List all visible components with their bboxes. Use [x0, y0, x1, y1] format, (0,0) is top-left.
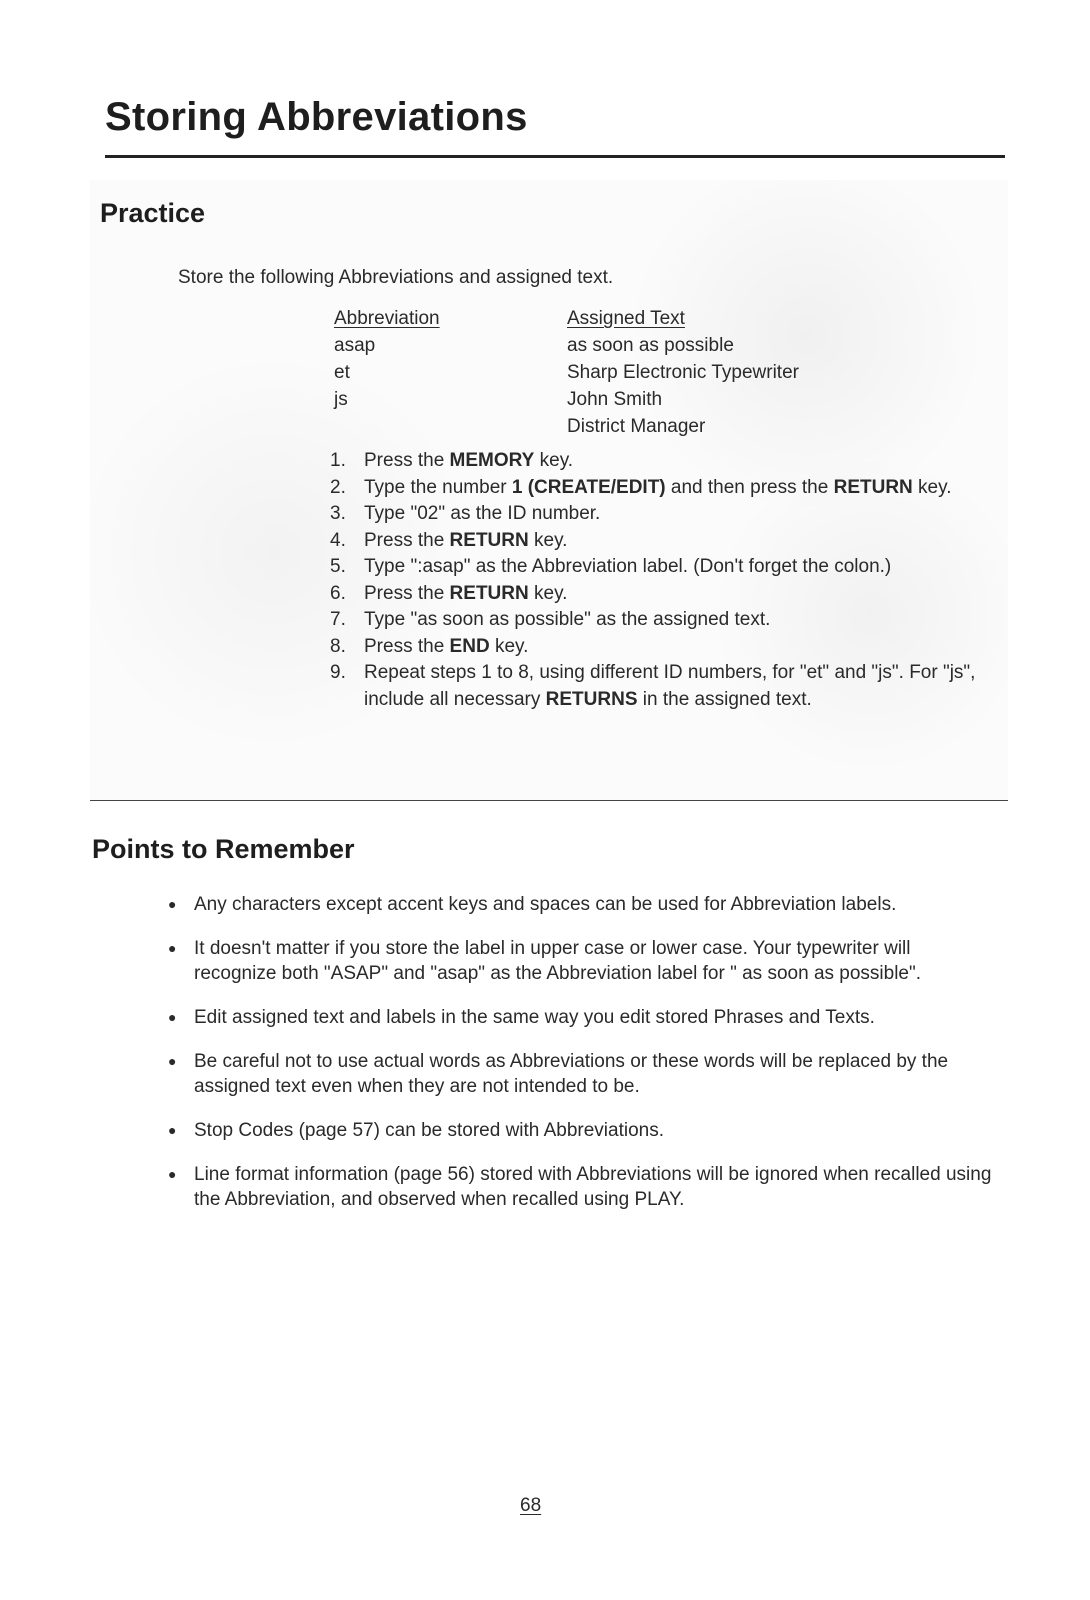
page-number: 68 [520, 1495, 542, 1516]
step-item [330, 528, 1000, 555]
step-item [330, 475, 1000, 502]
abbreviation-cell: js [334, 389, 348, 410]
step-text: in the assigned text. [637, 688, 812, 710]
practice-bottom-rule [90, 800, 1008, 801]
title-underline-rule [105, 155, 1005, 158]
point-item [168, 1049, 998, 1099]
abbreviation-cell: asap [334, 335, 376, 356]
key-name: RETURN [449, 582, 529, 604]
step-number: 1. [330, 450, 346, 471]
practice-steps-list [330, 448, 1000, 713]
bullet-icon: ● [168, 1009, 177, 1025]
abbreviation-cell: et [334, 362, 350, 383]
step-text: Repeat steps 1 to 8, using different ID numbers, for "et" and "js". For "js", include all necessary [364, 662, 976, 710]
step-item [330, 501, 1000, 528]
points-heading: Points to Remember [92, 834, 355, 864]
step-item [330, 581, 1000, 608]
point-item [168, 1005, 998, 1030]
step-number: 5. [330, 556, 346, 577]
step-item [330, 634, 1000, 661]
point-text: Line format information (page 56) stored with Abbreviations will be ignored when recalled using the Abbreviation, and observed when recalled using PLAY. [194, 1164, 992, 1210]
step-text: Press the [364, 582, 450, 604]
assigned-text-cell: as soon as possible [567, 335, 734, 356]
step-number: 2. [330, 476, 346, 498]
step-number: 8. [330, 635, 346, 657]
step-number: 6. [330, 582, 346, 604]
point-item [168, 1118, 998, 1143]
step-text: Press the [364, 450, 450, 471]
step-text: key. [528, 582, 568, 604]
key-name: RETURN [833, 476, 913, 498]
step-number: 3. [330, 503, 346, 524]
page-title: Storing Abbreviations [105, 95, 528, 139]
point-item [168, 936, 998, 986]
step-number: 4. [330, 529, 346, 551]
practice-heading: Practice [100, 198, 206, 228]
step-item [330, 448, 1000, 475]
point-text: Be careful not to use actual words as Abbreviations or these words will be replaced by the assigned text even when they are not intended to be. [194, 1051, 949, 1097]
bullet-icon: ● [168, 1122, 177, 1138]
bullet-icon: ● [168, 1053, 177, 1069]
step-item [330, 607, 1000, 634]
assigned-text-column [567, 305, 887, 440]
key-name: RETURN [449, 529, 529, 551]
key-name: MEMORY [449, 450, 535, 471]
key-name: END [449, 635, 490, 657]
key-name: RETURNS [545, 688, 638, 710]
step-text: and then press the [665, 476, 834, 498]
bullet-icon: ● [168, 896, 177, 912]
step-text: key. [528, 529, 568, 551]
step-text: Type ":asap" as the Abbreviation label. (Don't forget the colon.) [364, 556, 892, 577]
step-text: key. [912, 476, 952, 498]
points-list [168, 892, 998, 1231]
step-text: Type the number [364, 476, 512, 498]
step-number: 9. [330, 662, 346, 683]
step-text: Type "as soon as possible" as the assigned text. [364, 609, 771, 630]
point-item [168, 1162, 998, 1212]
bullet-icon: ● [168, 940, 177, 956]
assigned-text-cell: John Smith [567, 389, 663, 410]
point-text: Stop Codes (page 57) can be stored with Abbreviations. [194, 1120, 665, 1141]
point-text: Edit assigned text and labels in the same way you edit stored Phrases and Texts. [194, 1007, 875, 1028]
abbreviation-column [334, 305, 534, 413]
step-text: key. [489, 635, 529, 657]
point-text: Any characters except accent keys and spaces can be used for Abbreviation labels. [194, 894, 897, 915]
step-text: Type "02" as the ID number. [364, 503, 601, 524]
bullet-icon: ● [168, 1166, 177, 1182]
practice-intro: Store the following Abbreviations and assigned text. [178, 267, 614, 288]
point-text: It doesn't matter if you store the label in upper case or lower case. Your typewriter will recognize both "ASAP" and "asap" as the Abbreviation label for " as soon as possible". [194, 938, 922, 984]
step-text: Press the [364, 635, 450, 657]
step-item [330, 554, 1000, 581]
key-name: 1 (CREATE/EDIT) [511, 476, 666, 498]
step-text: key. [534, 450, 574, 471]
assigned-text-column-header: Assigned Text [567, 308, 685, 329]
assigned-text-cell: Sharp Electronic Typewriter [567, 362, 799, 383]
abbreviation-column-header: Abbreviation [334, 308, 440, 329]
point-item [168, 892, 998, 917]
step-number: 7. [330, 609, 346, 630]
assigned-text-cell: District Manager [567, 416, 706, 437]
step-text: Press the [364, 529, 450, 551]
step-item [330, 660, 1000, 713]
